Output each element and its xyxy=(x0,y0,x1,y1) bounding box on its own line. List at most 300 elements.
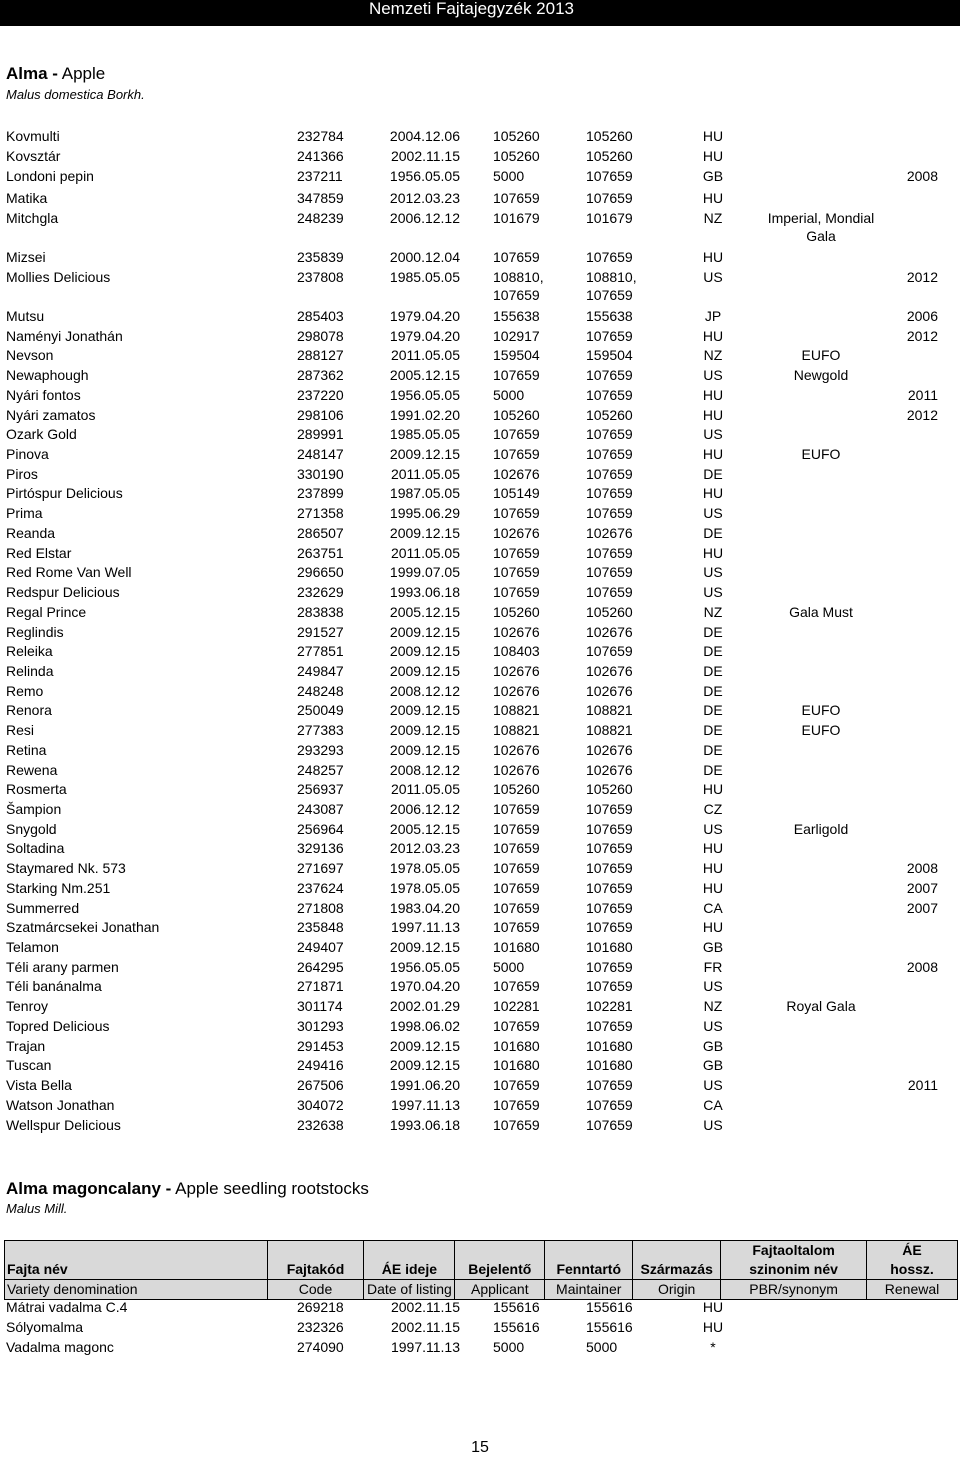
table-row xyxy=(0,899,960,917)
cell-name: Rosmerta xyxy=(6,781,67,797)
col-header-maintainer-en: Maintainer xyxy=(545,1280,633,1300)
cell-code: 285403 xyxy=(297,308,344,324)
cell-app: 107659 xyxy=(493,249,540,265)
cell-name: Renora xyxy=(6,702,52,718)
cell-app: 107659 xyxy=(493,1097,540,1113)
cell-date: 2009.12.15 xyxy=(389,643,460,659)
cell-orig: FR xyxy=(703,959,723,975)
section-title-hu: Alma - xyxy=(6,64,58,83)
cell-code: 241366 xyxy=(297,148,344,164)
cell-date: 2005.12.15 xyxy=(389,367,460,383)
cell-name: Red Elstar xyxy=(6,545,72,561)
cell-code: 283838 xyxy=(297,604,344,620)
cell-date: 1985.05.05 xyxy=(389,269,460,285)
cell-ren: 2011 xyxy=(907,1077,938,1093)
cell-ren: 2008 xyxy=(906,959,938,975)
cell-name: Rewena xyxy=(6,762,58,778)
cell-date: 2006.12.12 xyxy=(389,210,460,226)
cell-code: 301174 xyxy=(297,998,343,1014)
cell-name: Tenroy xyxy=(6,998,49,1014)
cell-orig: US xyxy=(703,584,723,600)
cell-mnt: 105260 xyxy=(586,604,633,620)
cell-name: Szatmárcsekei Jonathan xyxy=(6,919,160,935)
cell-code: 248239 xyxy=(297,210,344,226)
cell-ren: 2008 xyxy=(906,168,938,184)
cell-orig: US xyxy=(703,367,723,383)
cell-date: 1997.11.13 xyxy=(390,919,460,935)
cell-code: 347859 xyxy=(297,190,344,206)
cell-mnt: 105260 xyxy=(586,128,633,144)
cell-ren: 2006 xyxy=(906,308,938,324)
cell-name: Telamon xyxy=(6,939,59,955)
cell-name: Mollies Delicious xyxy=(6,269,111,285)
col-header-code: Fajtakód xyxy=(267,1241,364,1280)
cell-orig: US xyxy=(703,564,723,580)
cell-code: 288127 xyxy=(297,347,344,363)
cell-date: 1993.06.18 xyxy=(389,1117,460,1133)
cell-date: 2006.12.12 xyxy=(389,801,460,817)
cell-mnt: 107659 xyxy=(586,505,633,521)
cell-app: 102676 xyxy=(493,742,540,758)
section-title-apple xyxy=(6,64,105,84)
cell-name: Šampion xyxy=(6,801,62,817)
cell-mnt: 108821 xyxy=(586,702,633,718)
table-row xyxy=(0,346,960,364)
col-header-name-en: Variety denomination xyxy=(5,1280,268,1300)
cell-app: 105260 xyxy=(493,148,540,164)
table-row xyxy=(0,662,960,680)
col-header-applicant: Bejelentő xyxy=(455,1241,545,1280)
cell-orig: GB xyxy=(702,168,724,184)
cell-code: 264295 xyxy=(297,959,344,975)
cell-orig: HU xyxy=(702,148,724,164)
cell-mnt: 107659 xyxy=(586,584,633,600)
cell-date: 2011.05.05 xyxy=(390,781,460,797)
cell-orig: HU xyxy=(702,407,724,423)
cell-date: 2002.11.15 xyxy=(390,1319,460,1335)
cell-code: 271697 xyxy=(297,860,344,876)
cell-app: 102676 xyxy=(493,683,540,699)
cell-app: 155638 xyxy=(493,308,540,324)
cell-ren: 2012 xyxy=(906,328,938,344)
cell-ren: 2012 xyxy=(906,407,938,423)
cell-name: Nyári zamatos xyxy=(6,407,96,423)
table-row xyxy=(0,977,960,995)
cell-mnt: 108810, xyxy=(586,269,637,285)
cell-orig: HU xyxy=(702,387,724,403)
table-row xyxy=(0,839,960,857)
cell-name: Summerred xyxy=(6,900,80,916)
cell-code: 249847 xyxy=(297,663,344,679)
cell-app: 5000 xyxy=(493,959,525,975)
column-header-table xyxy=(4,1240,958,1300)
cell-name: Regal Prince xyxy=(6,604,87,620)
table-row xyxy=(0,544,960,562)
table-row xyxy=(0,997,960,1015)
cell-app: 105149 xyxy=(493,485,540,501)
table-row xyxy=(0,682,960,700)
cell-app: 107659 xyxy=(493,190,540,206)
cell-mnt: 102676 xyxy=(586,683,633,699)
cell-code: 277851 xyxy=(297,643,344,659)
cell-app: 107659 xyxy=(493,1117,540,1133)
cell-app: 159504 xyxy=(493,347,540,363)
cell-orig: DE xyxy=(703,525,723,541)
cell-mnt: 107659 xyxy=(586,1097,633,1113)
cell-date: 1956.05.05 xyxy=(389,168,460,184)
table-row xyxy=(0,327,960,345)
cell-code: 248147 xyxy=(297,446,344,462)
cell-orig: US xyxy=(703,426,723,442)
cell-name: Téli banánalma xyxy=(6,978,102,994)
cell-app: 155616 xyxy=(493,1299,540,1315)
cell-name: Red Rome Van Well xyxy=(6,564,132,580)
cell-date: 1997.11.13 xyxy=(390,1097,460,1113)
cell-app: 102676 xyxy=(493,466,540,482)
table-row xyxy=(0,189,960,207)
cell-orig: HU xyxy=(702,446,724,462)
cell-orig: HU xyxy=(702,880,724,896)
cell-date: 1993.06.18 xyxy=(389,584,460,600)
cell-name: Remo xyxy=(6,683,44,699)
cell-name: Nevson xyxy=(6,347,54,363)
cell-name: Reanda xyxy=(6,525,56,541)
cell-date: 2009.12.15 xyxy=(389,742,460,758)
page-number: 15 xyxy=(471,1439,489,1456)
cell-orig: US xyxy=(703,821,723,837)
cell-name: Pirtóspur Delicious xyxy=(6,485,123,501)
col-header-name: Fajta név xyxy=(5,1241,268,1280)
cell-orig: DE xyxy=(703,663,723,679)
cell-app: 108403 xyxy=(493,643,540,659)
cell-mnt: 107659 xyxy=(586,249,633,265)
cell-mnt: 107659 xyxy=(586,466,633,482)
cell-app: 107659 xyxy=(493,880,540,896)
cell-name: Nyári fontos xyxy=(6,387,81,403)
cell-date: 1991.06.20 xyxy=(389,1077,460,1093)
table-row xyxy=(0,445,960,463)
cell-code: 237211 xyxy=(297,168,343,184)
cell-mnt: 107659 xyxy=(586,387,633,403)
section-title-en: Apple seedling rootstocks xyxy=(175,1179,369,1198)
cell-app: 5000 xyxy=(493,387,525,403)
cell-name: Mutsu xyxy=(6,308,45,324)
cell-syn: EUFO xyxy=(801,446,841,462)
cell-ren: 2007 xyxy=(906,900,938,916)
cell-orig: HU xyxy=(702,1299,724,1315)
table-row xyxy=(0,741,960,759)
cell-code: 250049 xyxy=(297,702,344,718)
table-row xyxy=(0,1076,960,1094)
cell-mnt: 102676 xyxy=(586,742,633,758)
cell-ren: 2008 xyxy=(906,860,938,876)
cell-name: Topred Delicious xyxy=(6,1018,110,1034)
cell-code: 237808 xyxy=(297,269,344,285)
cell-code: 287362 xyxy=(297,367,344,383)
cell-app: 102281 xyxy=(493,998,540,1014)
cell-code: 296650 xyxy=(297,564,344,580)
cell-date: 2008.12.12 xyxy=(389,762,460,778)
cell-name: Ozark Gold xyxy=(6,426,77,442)
cell-date: 2012.03.23 xyxy=(389,840,460,856)
cell-date: 1987.05.05 xyxy=(389,485,460,501)
cell-mnt: 107659 xyxy=(586,190,633,206)
cell-date: 1979.04.20 xyxy=(389,328,460,344)
cell-app: 101680 xyxy=(493,939,540,955)
cell-date: 2009.12.15 xyxy=(389,663,460,679)
table-row xyxy=(0,386,960,404)
cell-orig: * xyxy=(710,1339,716,1355)
cell-orig: DE xyxy=(703,643,723,659)
cell-app: 102676 xyxy=(493,762,540,778)
cell-name: Téli arany parmen xyxy=(6,959,119,975)
cell-date: 1991.02.20 xyxy=(389,407,460,423)
cell-app: 107659 xyxy=(493,426,540,442)
cell-date: 2011.05.05 xyxy=(390,347,460,363)
cell-code: 289991 xyxy=(297,426,344,442)
cell-name: Mizsei xyxy=(6,249,46,265)
cell-app: 105260 xyxy=(493,407,540,423)
cell-date: 2011.05.05 xyxy=(390,466,460,482)
cell-code: 256937 xyxy=(297,781,344,797)
table-row xyxy=(0,1037,960,1055)
cell-mnt: 107659 xyxy=(586,643,633,659)
cell-orig: HU xyxy=(702,840,724,856)
cell-syn-line2: Gala xyxy=(806,228,836,244)
cell-orig: US xyxy=(703,978,723,994)
cell-mnt: 107659 xyxy=(586,801,633,817)
cell-date: 2002.11.15 xyxy=(390,1299,460,1315)
cell-date: 2005.12.15 xyxy=(389,821,460,837)
section-latin-name: Malus domestica Borkh. xyxy=(6,87,145,102)
cell-code: 237624 xyxy=(297,880,344,896)
table-row xyxy=(0,406,960,424)
cell-code: 304072 xyxy=(297,1097,344,1113)
cell-date: 2002.11.15 xyxy=(390,148,460,164)
cell-date: 1995.06.29 xyxy=(389,505,460,521)
col-header-code-en: Code xyxy=(267,1280,364,1300)
cell-mnt: 107659 xyxy=(586,978,633,994)
cell-code: 235839 xyxy=(297,249,344,265)
table-row xyxy=(0,938,960,956)
cell-orig: HU xyxy=(702,781,724,797)
cell-syn: EUFO xyxy=(801,347,841,363)
cell-mnt: 107659 xyxy=(586,919,633,935)
cell-name: Wellspur Delicious xyxy=(6,1117,121,1133)
cell-syn: EUFO xyxy=(801,702,841,718)
cell-app: 105260 xyxy=(493,128,540,144)
cell-code: 298078 xyxy=(297,328,344,344)
cell-code: 248257 xyxy=(297,762,344,778)
table-row xyxy=(0,859,960,877)
cell-name: Piros xyxy=(6,466,38,482)
table-row xyxy=(0,603,960,621)
cell-code: 298106 xyxy=(297,407,344,423)
cell-date: 2009.12.15 xyxy=(389,446,460,462)
cell-code: 237899 xyxy=(297,485,344,501)
table-row xyxy=(0,761,960,779)
cell-app: 107659 xyxy=(493,584,540,600)
cell-orig: DE xyxy=(703,702,723,718)
cell-app: 102917 xyxy=(493,328,540,344)
cell-orig: US xyxy=(703,1018,723,1034)
cell-mnt: 107659 xyxy=(586,860,633,876)
cell-orig: HU xyxy=(702,328,724,344)
cell-orig: HU xyxy=(702,1319,724,1335)
col-header-date-en: Date of listing xyxy=(364,1280,455,1300)
cell-orig: GB xyxy=(702,1057,724,1073)
cell-date: 2004.12.06 xyxy=(389,128,460,144)
cell-syn: Earligold xyxy=(793,821,849,837)
col-header-synonym: Fajtaoltalom szinonim név xyxy=(721,1241,867,1280)
cell-syn: Imperial, Mondial xyxy=(767,210,875,226)
cell-mnt: 102676 xyxy=(586,624,633,640)
cell-name: Vadalma magonc xyxy=(6,1339,114,1355)
cell-code: 232784 xyxy=(297,128,344,144)
cell-code: 232326 xyxy=(297,1319,344,1335)
cell-name: Snygold xyxy=(6,821,57,837)
cell-code: 249416 xyxy=(297,1057,344,1073)
cell-name: Prima xyxy=(6,505,43,521)
cell-mnt: 107659 xyxy=(586,959,633,975)
cell-code: 235848 xyxy=(297,919,344,935)
cell-code: 248248 xyxy=(297,683,344,699)
cell-name: Staymared Nk. 573 xyxy=(6,860,126,876)
cell-orig: CZ xyxy=(703,801,723,817)
cell-mnt: 5000 xyxy=(586,1339,618,1355)
cell-code: 286507 xyxy=(297,525,344,541)
cell-code: 237220 xyxy=(297,387,344,403)
cell-mnt: 101680 xyxy=(586,1038,633,1054)
cell-name: Trajan xyxy=(6,1038,46,1054)
cell-mnt: 102281 xyxy=(586,998,633,1014)
cell-app: 105260 xyxy=(493,604,540,620)
cell-orig: CA xyxy=(703,1097,723,1113)
table-row xyxy=(0,1298,960,1316)
cell-ren: 2012 xyxy=(906,269,938,285)
cell-name: Redspur Delicious xyxy=(6,584,120,600)
table-row xyxy=(0,465,960,483)
cell-app: 107659 xyxy=(493,545,540,561)
cell-app: 101680 xyxy=(493,1038,540,1054)
cell-app: 107659 xyxy=(493,919,540,935)
cell-date: 1985.05.05 xyxy=(389,426,460,442)
cell-orig: DE xyxy=(703,742,723,758)
cell-app: 107659 xyxy=(493,801,540,817)
cell-mnt: 107659 xyxy=(586,1077,633,1093)
cell-date: 1978.05.05 xyxy=(389,860,460,876)
cell-syn: Royal Gala xyxy=(786,998,856,1014)
table-row xyxy=(0,701,960,719)
cell-code: 263751 xyxy=(297,545,344,561)
cell-app: 107659 xyxy=(493,900,540,916)
cell-code: 271808 xyxy=(297,900,344,916)
cell-ren: 2007 xyxy=(906,880,938,896)
cell-mnt: 102676 xyxy=(586,525,633,541)
col-header-maintainer: Fenntartó xyxy=(545,1241,633,1280)
cell-date: 1956.05.05 xyxy=(389,959,460,975)
cell-code: 293293 xyxy=(297,742,344,758)
cell-date: 1978.05.05 xyxy=(389,880,460,896)
cell-app-line2: 107659 xyxy=(493,287,540,303)
cell-orig: HU xyxy=(702,249,724,265)
cell-syn: Newgold xyxy=(793,367,849,383)
cell-mnt: 107659 xyxy=(586,545,633,561)
cell-date: 1999.07.05 xyxy=(389,564,460,580)
cell-mnt: 102676 xyxy=(586,663,633,679)
cell-mnt: 107659 xyxy=(586,900,633,916)
cell-date: 1956.05.05 xyxy=(389,387,460,403)
table-row xyxy=(0,1318,960,1336)
cell-orig: US xyxy=(703,1117,723,1133)
cell-date: 1997.11.13 xyxy=(390,1339,460,1355)
cell-code: 232638 xyxy=(297,1117,344,1133)
cell-app: 107659 xyxy=(493,821,540,837)
cell-orig: DE xyxy=(703,762,723,778)
cell-mnt: 107659 xyxy=(586,821,633,837)
col-header-applicant-en: Applicant xyxy=(455,1280,545,1300)
table-row xyxy=(0,484,960,502)
cell-date: 2009.12.15 xyxy=(389,702,460,718)
table-row xyxy=(0,504,960,522)
cell-code: 243087 xyxy=(297,801,344,817)
cell-mnt-line2: 107659 xyxy=(586,287,633,303)
cell-date: 2000.12.04 xyxy=(389,249,460,265)
cell-date: 2005.12.15 xyxy=(389,604,460,620)
table-row xyxy=(0,958,960,976)
col-header-date: ÁE ideje xyxy=(364,1241,455,1280)
cell-app: 101680 xyxy=(493,1057,540,1073)
cell-date: 2009.12.15 xyxy=(389,525,460,541)
cell-syn: EUFO xyxy=(801,722,841,738)
cell-app: 108821 xyxy=(493,702,540,718)
cell-name: Newaphough xyxy=(6,367,89,383)
cell-mnt: 155616 xyxy=(586,1299,633,1315)
cell-mnt: 155616 xyxy=(586,1319,633,1335)
cell-mnt: 159504 xyxy=(586,347,633,363)
cell-orig: HU xyxy=(702,485,724,501)
table-row xyxy=(0,780,960,798)
cell-date: 1970.04.20 xyxy=(389,978,460,994)
table-row xyxy=(0,800,960,818)
cell-date: 2002.01.29 xyxy=(389,998,460,1014)
table-row xyxy=(0,268,960,303)
cell-name: Londoni pepin xyxy=(6,168,94,184)
cell-mnt: 107659 xyxy=(586,367,633,383)
cell-app: 107659 xyxy=(493,978,540,994)
cell-app: 105260 xyxy=(493,781,540,797)
cell-date: 2011.05.05 xyxy=(390,545,460,561)
cell-name: Matika xyxy=(6,190,48,206)
table-row xyxy=(0,820,960,838)
cell-date: 1998.06.02 xyxy=(389,1018,460,1034)
cell-name: Mátrai vadalma C.4 xyxy=(6,1299,128,1315)
cell-ren: 2011 xyxy=(907,387,938,403)
cell-mnt: 107659 xyxy=(586,168,633,184)
cell-code: 329136 xyxy=(297,840,344,856)
table-row xyxy=(0,425,960,443)
cell-mnt: 101680 xyxy=(586,1057,633,1073)
cell-name: Starking Nm.251 xyxy=(6,880,111,896)
table-row xyxy=(0,583,960,601)
cell-app: 107659 xyxy=(493,505,540,521)
cell-date: 2009.12.15 xyxy=(389,624,460,640)
cell-name: Resi xyxy=(6,722,35,738)
table-row xyxy=(0,524,960,542)
cell-code: 267506 xyxy=(297,1077,344,1093)
table-row xyxy=(0,1017,960,1035)
cell-name: Watson Jonathan xyxy=(6,1097,115,1113)
